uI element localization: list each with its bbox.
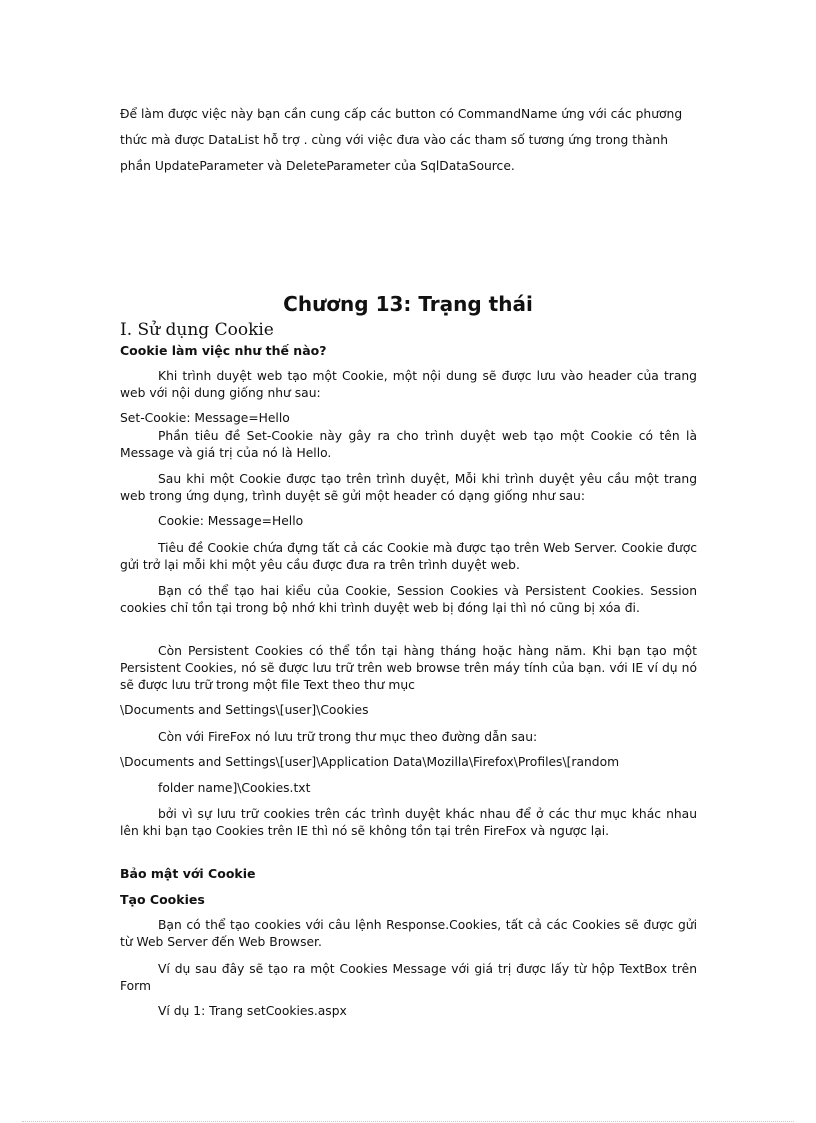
paragraph-10: Ví dụ sau đây sẽ tạo ra một Cookies Message với giá trị được lấy từ hộp TextBox trên Form [120,962,697,993]
paragraph-8: bởi vì sự lưu trữ cookies trên các trình duyệt khác nhau để ở các thư mục khác nhau lên khi bạn tạo Cookies trên IE thì nó sẽ không tồn tại trên FireFox và ngược lại. [120,807,697,838]
example-label: Ví dụ 1: Trang setCookies.aspx [158,1004,347,1018]
path-firefox-line-2: folder name]\Cookies.txt [158,781,311,795]
paragraph-6: Còn Persistent Cookies có thể tồn tại hàng tháng hoặc hàng năm. Khi bạn tạo một Persistent Cookies, nó sẽ được lưu trữ trên web browse trên máy tính của bạn. với IE ví dụ nó sẽ được lưu trữ trong một file Text theo thư mục [120,644,697,692]
paragraph-7: Còn với FireFox nó lưu trữ trong thư mục theo đường dẫn sau: [158,730,538,744]
heading-create-cookies: Tạo Cookies [120,892,205,907]
heading-how-cookies-work: Cookie làm việc như thế nào? [120,343,327,358]
paragraph-5: Bạn có thể tạo hai kiểu của Cookie, Session Cookies và Persistent Cookies. Session cookies chỉ tồn tại trong bộ nhớ khi trình duyệt web bị đóng lại thì nó cũng bị xóa đi. [120,584,697,615]
paragraph-1: Khi trình duyệt web tạo một Cookie, một nội dung sẽ được lưu vào header của trang web với nội dung giống như sau: [120,369,697,400]
code-set-cookie: Set-Cookie: Message=Hello [120,411,290,425]
page-bottom-divider [22,1121,794,1122]
chapter-title: Chương 13: Trạng thái [283,292,533,316]
section-title: I. Sử dụng Cookie [120,320,274,340]
heading-cookie-security: Bảo mật với Cookie [120,866,256,881]
paragraph-9: Bạn có thể tạo cookies với câu lệnh Response.Cookies, tất cả các Cookies sẽ được gửi từ Web Server đến Web Browser. [120,918,697,949]
code-cookie-header: Cookie: Message=Hello [158,514,304,528]
path-ie-cookies: \Documents and Settings\[user]\Cookies [120,703,369,717]
intro-paragraph: Để làm được việc này bạn cần cung cấp các button có CommandName ứng với các phương thức mà được DataList hỗ trợ . cùng với việc đưa vào các tham số tương ứng trong thành phần UpdateParameter và DeleteParameter của SqlDataSource. [120,107,683,173]
paragraph-2: Phần tiêu đề Set-Cookie này gây ra cho trình duyệt web tạo một Cookie có tên là Message và giá trị của nó là Hello. [120,429,697,460]
paragraph-4: Tiêu đề Cookie chứa đựng tất cả các Cookie mà được tạo trên Web Server. Cookie được gửi trở lại mỗi khi một yêu cầu được đưa ra trên trình duyệt web. [120,541,697,572]
path-firefox-line-1: \Documents and Settings\[user]\Application Data\Mozilla\Firefox\Profiles\[random [120,755,620,769]
paragraph-3: Sau khi một Cookie được tạo trên trình duyệt, Mỗi khi trình duyệt yêu cầu một trang web trong ứng dụng, trình duyệt sẽ gửi một header có dạng giống như sau: [120,472,697,503]
